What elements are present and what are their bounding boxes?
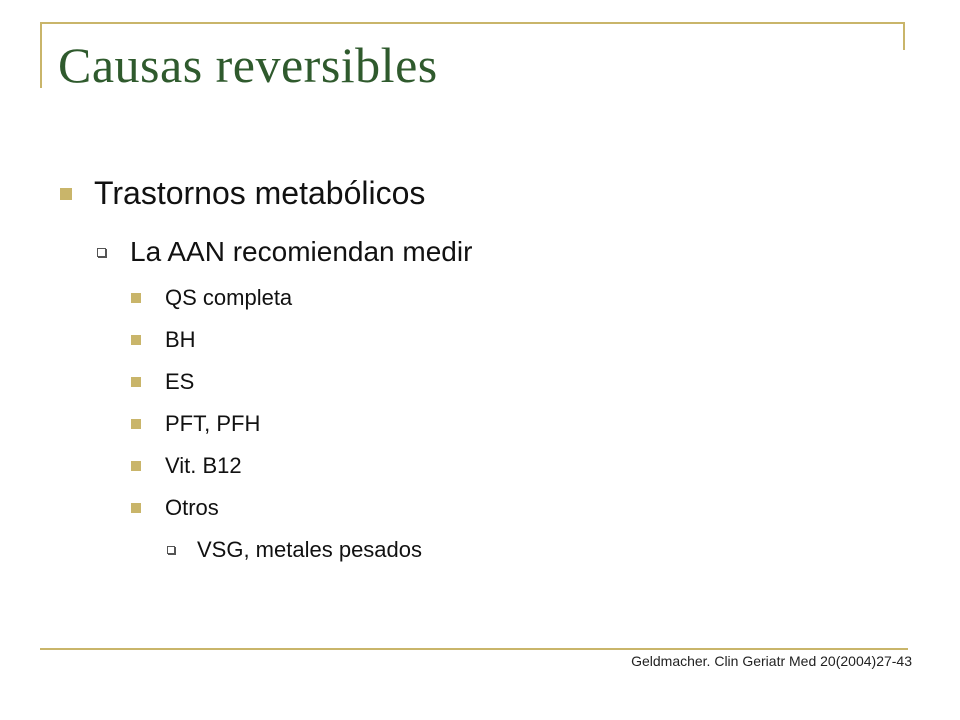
bullet-level3-item [131, 369, 194, 395]
filled-square-bullet-icon [131, 335, 141, 345]
bullet-level4-text: VSG, metales pesados [197, 537, 423, 562]
bullet-level2 [97, 236, 472, 268]
slide-title: Causas reversibles [58, 37, 438, 93]
filled-square-bullet-icon [131, 461, 141, 471]
citation: Geldmacher. Clin Geriatr Med 20(2004)27-43 [631, 653, 912, 669]
bullet-level3-text: Otros [165, 495, 219, 520]
bullet-level3-text: QS completa [165, 285, 293, 310]
bullet-level3-item [131, 327, 196, 353]
bullet-level2-text: La AAN recomiendan medir [130, 236, 473, 267]
top-right-tick [903, 22, 905, 50]
filled-square-bullet-icon [131, 503, 141, 513]
bullet-level3-item [131, 495, 219, 521]
bullet-level3-text: ES [165, 369, 195, 394]
outlined-square-bullet-icon [97, 248, 106, 257]
bullet-level3-item [131, 453, 242, 479]
filled-square-bullet-icon [131, 419, 141, 429]
filled-square-bullet-icon [60, 188, 72, 200]
bottom-rule [40, 648, 908, 650]
bullet-level3-text: Vit. B12 [165, 453, 242, 478]
bullet-level3-item [131, 411, 260, 437]
title-left-bar [40, 22, 42, 88]
bullet-level3-text: BH [165, 327, 196, 352]
filled-square-bullet-icon [131, 293, 141, 303]
bullet-level1-text: Trastornos metabólicos [94, 175, 426, 211]
bullet-level3-item [131, 285, 292, 311]
outlined-square-bullet-icon [167, 546, 175, 554]
filled-square-bullet-icon [131, 377, 141, 387]
bullet-level1 [60, 175, 425, 212]
bullet-level3-text: PFT, PFH [165, 411, 261, 436]
bullet-level4 [167, 537, 422, 563]
top-rule [40, 22, 905, 24]
